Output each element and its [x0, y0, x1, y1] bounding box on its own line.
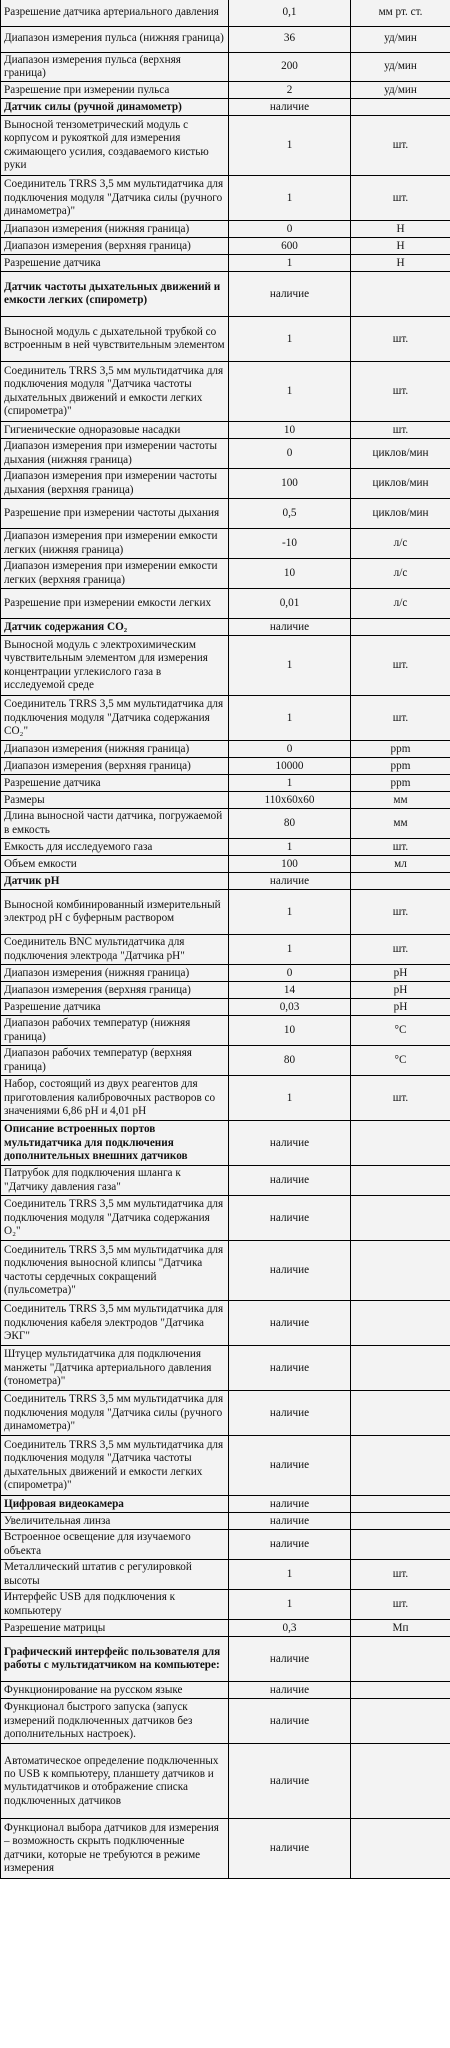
spec-name-cell: Графический интерфейс пользователя для работы с мультидатчиком на компьютере:: [1, 1637, 229, 1682]
spec-name-cell: Разрешение при измерении емкости легких: [1, 589, 229, 619]
spec-unit-cell: pH: [351, 999, 450, 1016]
spec-value-cell: 1: [229, 775, 351, 792]
section-header-row: [1, 99, 450, 116]
spec-unit-cell: л/с: [351, 589, 450, 619]
spec-value-cell: 1: [229, 839, 351, 856]
spec-unit-cell: уд/мин: [351, 26, 450, 52]
spec-name-cell: Размеры: [1, 792, 229, 809]
spec-row: [1, 1166, 450, 1196]
spec-unit-cell: шт.: [351, 890, 450, 935]
spec-row: [1, 809, 450, 839]
spec-row: [1, 1301, 450, 1346]
spec-name-cell: Выносной модуль с электрохимическим чувствительным элементом для измерения концентрации углекислого газа в исследуемой среде: [1, 636, 229, 696]
spec-name-cell: Выносной тензометрический модуль с корпусом и рукояткой для измерения сжимающего усилия, создаваемого кистью руки: [1, 116, 229, 176]
spec-unit-cell: [351, 1241, 450, 1301]
spec-name-cell: Диапазон измерения (верхняя граница): [1, 238, 229, 255]
spec-row: [1, 1744, 450, 1819]
spec-row: [1, 422, 450, 439]
spec-unit-cell: [351, 1496, 450, 1513]
spec-unit-cell: уд/мин: [351, 52, 450, 82]
spec-name-cell: Соединитель TRRS 3,5 мм мультидатчика для подключения кабеля электродов "Датчика ЭКГ": [1, 1301, 229, 1346]
spec-row: [1, 1530, 450, 1560]
spec-value-cell: наличие: [229, 1682, 351, 1699]
spec-name-cell: Разрешение матрицы: [1, 1620, 229, 1637]
spec-name-cell: Гигиенические одноразовые насадки: [1, 422, 229, 439]
spec-name-cell: Диапазон измерения (верхняя граница): [1, 758, 229, 775]
spec-unit-cell: л/с: [351, 559, 450, 589]
spec-row: [1, 775, 450, 792]
spec-unit-cell: шт.: [351, 317, 450, 362]
spec-value-cell: наличие: [229, 99, 351, 116]
spec-name-cell: Разрешение датчика: [1, 775, 229, 792]
spec-unit-cell: циклов/мин: [351, 469, 450, 499]
spec-row: [1, 0, 450, 26]
spec-value-cell: 1: [229, 696, 351, 741]
spec-name-cell: Датчик pH: [1, 873, 229, 890]
spec-unit-cell: шт.: [351, 839, 450, 856]
spec-value-cell: наличие: [229, 619, 351, 636]
spec-value-cell: наличие: [229, 1637, 351, 1682]
spec-value-cell: наличие: [229, 1744, 351, 1819]
spec-row: [1, 1076, 450, 1121]
spec-value-cell: 1: [229, 116, 351, 176]
spec-value-cell: 100: [229, 856, 351, 873]
spec-row: [1, 255, 450, 272]
spec-name-cell: Диапазон рабочих температур (нижняя граница): [1, 1016, 229, 1046]
spec-unit-cell: [351, 1166, 450, 1196]
spec-value-cell: 1: [229, 1076, 351, 1121]
spec-unit-cell: [351, 1391, 450, 1436]
spec-value-cell: 1: [229, 317, 351, 362]
spec-unit-cell: шт.: [351, 362, 450, 422]
spec-name-cell: Соединитель TRRS 3,5 мм мультидатчика для подключения модуля "Датчика частоты дыхательных движений и емкости легких (спирометра)": [1, 362, 229, 422]
spec-name-cell: Функционал выбора датчиков для измерения – возможность скрыть подключенные датчики, которые не требуются в режиме измерения: [1, 1819, 229, 1879]
specs-table-body: [1, 0, 450, 1879]
spec-name-cell: Емкость для исследуемого газа: [1, 839, 229, 856]
spec-row: [1, 1590, 450, 1620]
spec-unit-cell: ppm: [351, 741, 450, 758]
spec-row: [1, 1046, 450, 1076]
spec-value-cell: 0,03: [229, 999, 351, 1016]
spec-row: [1, 741, 450, 758]
spec-value-cell: 10000: [229, 758, 351, 775]
spec-unit-cell: [351, 873, 450, 890]
spec-name-cell: Выносной модуль с дыхательной трубкой со встроенным в ней чувствительным элементом: [1, 317, 229, 362]
spec-unit-cell: °C: [351, 1046, 450, 1076]
spec-unit-cell: шт.: [351, 176, 450, 221]
spec-row: [1, 499, 450, 529]
spec-row: [1, 221, 450, 238]
spec-value-cell: наличие: [229, 1819, 351, 1879]
section-header-row: [1, 1496, 450, 1513]
spec-row: [1, 839, 450, 856]
spec-name-cell: Увеличительная линза: [1, 1513, 229, 1530]
spec-unit-cell: ppm: [351, 758, 450, 775]
spec-row: [1, 317, 450, 362]
spec-name-cell: Описание встроенных портов мультидатчика для подключения дополнительных внешних датчиков: [1, 1121, 229, 1166]
spec-unit-cell: л/с: [351, 529, 450, 559]
spec-name-cell: Диапазон измерения (нижняя граница): [1, 741, 229, 758]
spec-unit-cell: циклов/мин: [351, 439, 450, 469]
spec-value-cell: 0: [229, 965, 351, 982]
spec-unit-cell: [351, 1436, 450, 1496]
spec-unit-cell: шт.: [351, 636, 450, 696]
spec-name-cell: Разрешение при измерении пульса: [1, 82, 229, 99]
spec-unit-cell: [351, 272, 450, 317]
spec-row: [1, 1346, 450, 1391]
spec-unit-cell: [351, 1637, 450, 1682]
spec-value-cell: 80: [229, 1046, 351, 1076]
spec-value-cell: наличие: [229, 1496, 351, 1513]
spec-name-cell: Функционирование на русском языке: [1, 1682, 229, 1699]
section-header-row: [1, 272, 450, 317]
spec-unit-cell: [351, 1513, 450, 1530]
spec-name-cell: Диапазон измерения при измерении емкости легких (верхняя граница): [1, 559, 229, 589]
section-header-row: [1, 1637, 450, 1682]
spec-value-cell: 80: [229, 809, 351, 839]
spec-row: [1, 636, 450, 696]
spec-unit-cell: шт.: [351, 116, 450, 176]
spec-row: [1, 529, 450, 559]
spec-value-cell: 2: [229, 82, 351, 99]
spec-row: [1, 1196, 450, 1241]
spec-row: [1, 26, 450, 52]
spec-value-cell: наличие: [229, 1699, 351, 1744]
spec-name-cell: Разрешение при измерении частоты дыхания: [1, 499, 229, 529]
spec-name-cell: Набор, состоящий из двух реагентов для приготовления калибровочных растворов со значениями 6,86 pH и 4,01 pH: [1, 1076, 229, 1121]
spec-unit-cell: [351, 99, 450, 116]
spec-value-cell: наличие: [229, 1166, 351, 1196]
spec-name-cell: Диапазон измерения пульса (нижняя граница): [1, 26, 229, 52]
spec-name-cell: Разрешение датчика: [1, 255, 229, 272]
spec-row: [1, 1436, 450, 1496]
spec-name-cell: Металлический штатив с регулировкой высоты: [1, 1560, 229, 1590]
spec-name-cell: Датчик содержания CO₂: [1, 619, 229, 636]
spec-value-cell: наличие: [229, 1530, 351, 1560]
spec-value-cell: 1: [229, 255, 351, 272]
spec-unit-cell: °C: [351, 1016, 450, 1046]
spec-name-cell: Диапазон измерения при измерении частоты дыхания (нижняя граница): [1, 439, 229, 469]
spec-name-cell: Соединитель TRRS 3,5 мм мультидатчика для подключения модуля "Датчика содержания CO₂": [1, 696, 229, 741]
spec-value-cell: 14: [229, 982, 351, 999]
spec-unit-cell: циклов/мин: [351, 499, 450, 529]
spec-unit-cell: мм рт. ст.: [351, 0, 450, 26]
spec-name-cell: Штуцер мультидатчика для подключения манжеты "Датчика артериального давления (тонометра)": [1, 1346, 229, 1391]
spec-row: [1, 1513, 450, 1530]
spec-unit-cell: [351, 1530, 450, 1560]
spec-name-cell: Датчик частоты дыхательных движений и емкости легких (спирометр): [1, 272, 229, 317]
spec-row: [1, 52, 450, 82]
spec-unit-cell: уд/мин: [351, 82, 450, 99]
spec-value-cell: наличие: [229, 1436, 351, 1496]
spec-name-cell: Диапазон рабочих температур (верхняя граница): [1, 1046, 229, 1076]
spec-name-cell: Соединитель BNC мультидатчика для подключения электрода "Датчика pH": [1, 935, 229, 965]
spec-value-cell: 36: [229, 26, 351, 52]
spec-unit-cell: [351, 619, 450, 636]
spec-row: [1, 362, 450, 422]
spec-row: [1, 589, 450, 619]
spec-value-cell: 0: [229, 221, 351, 238]
spec-row: [1, 176, 450, 221]
spec-row: [1, 559, 450, 589]
spec-row: [1, 469, 450, 499]
spec-name-cell: Соединитель TRRS 3,5 мм мультидатчика для подключения модуля "Датчика частоты дыхательных движений и емкости легких (спирометра)": [1, 1436, 229, 1496]
spec-unit-cell: Мп: [351, 1620, 450, 1637]
section-header-row: [1, 1121, 450, 1166]
spec-unit-cell: мм: [351, 809, 450, 839]
spec-name-cell: Соединитель TRRS 3,5 мм мультидатчика для подключения модуля "Датчика силы (ручного динамометра)": [1, 1391, 229, 1436]
spec-unit-cell: [351, 1196, 450, 1241]
spec-value-cell: 10: [229, 559, 351, 589]
spec-name-cell: Диапазон измерения (нижняя граница): [1, 965, 229, 982]
spec-value-cell: наличие: [229, 1241, 351, 1301]
spec-row: [1, 1241, 450, 1301]
spec-unit-cell: pH: [351, 965, 450, 982]
spec-name-cell: Соединитель TRRS 3,5 мм мультидатчика для подключения модуля "Датчика содержания O₂": [1, 1196, 229, 1241]
spec-value-cell: 600: [229, 238, 351, 255]
spec-unit-cell: мм: [351, 792, 450, 809]
spec-row: [1, 238, 450, 255]
spec-row: [1, 1819, 450, 1879]
spec-row: [1, 982, 450, 999]
section-header-row: [1, 873, 450, 890]
spec-name-cell: Функционал быстрого запуска (запуск измерений подключенных датчиков без дополнительных настроек).: [1, 1699, 229, 1744]
spec-name-cell: Соединитель TRRS 3,5 мм мультидатчика для подключения выносной клипсы "Датчика частоты сердечных сокращений (пульсометра)": [1, 1241, 229, 1301]
spec-value-cell: 1: [229, 1560, 351, 1590]
spec-name-cell: Датчик силы (ручной динамометр): [1, 99, 229, 116]
spec-unit-cell: Н: [351, 238, 450, 255]
spec-name-cell: Встроенное освещение для изучаемого объекта: [1, 1530, 229, 1560]
spec-value-cell: 10: [229, 422, 351, 439]
spec-unit-cell: pH: [351, 982, 450, 999]
spec-name-cell: Диапазон измерения (верхняя граница): [1, 982, 229, 999]
spec-row: [1, 856, 450, 873]
spec-row: [1, 696, 450, 741]
spec-value-cell: наличие: [229, 272, 351, 317]
spec-row: [1, 1016, 450, 1046]
spec-unit-cell: шт.: [351, 1590, 450, 1620]
spec-row: [1, 439, 450, 469]
spec-unit-cell: [351, 1819, 450, 1879]
spec-name-cell: Объем емкости: [1, 856, 229, 873]
spec-value-cell: 0: [229, 439, 351, 469]
spec-value-cell: 1: [229, 890, 351, 935]
spec-unit-cell: мл: [351, 856, 450, 873]
spec-value-cell: 0,01: [229, 589, 351, 619]
spec-unit-cell: шт.: [351, 935, 450, 965]
spec-value-cell: 0,1: [229, 0, 351, 26]
spec-unit-cell: [351, 1346, 450, 1391]
spec-unit-cell: шт.: [351, 1076, 450, 1121]
spec-row: [1, 890, 450, 935]
spec-unit-cell: [351, 1744, 450, 1819]
spec-value-cell: 100: [229, 469, 351, 499]
spec-unit-cell: ppm: [351, 775, 450, 792]
spec-value-cell: -10: [229, 529, 351, 559]
spec-row: [1, 1682, 450, 1699]
spec-unit-cell: шт.: [351, 696, 450, 741]
spec-unit-cell: Н: [351, 221, 450, 238]
spec-name-cell: Соединитель TRRS 3,5 мм мультидатчика для подключения модуля "Датчика силы (ручного динамометра)": [1, 176, 229, 221]
section-header-row: [1, 619, 450, 636]
spec-value-cell: наличие: [229, 1196, 351, 1241]
spec-row: [1, 1699, 450, 1744]
spec-unit-cell: [351, 1699, 450, 1744]
spec-row: [1, 935, 450, 965]
spec-value-cell: 1: [229, 176, 351, 221]
spec-name-cell: Диапазон измерения пульса (верхняя граница): [1, 52, 229, 82]
spec-value-cell: 0: [229, 741, 351, 758]
spec-name-cell: Выносной комбинированный измерительный электрод pH с буферным раствором: [1, 890, 229, 935]
spec-name-cell: Цифровая видеокамера: [1, 1496, 229, 1513]
spec-value-cell: 1: [229, 362, 351, 422]
spec-row: [1, 82, 450, 99]
spec-unit-cell: шт.: [351, 422, 450, 439]
spec-name-cell: Автоматическое определение подключенных по USB к компьютеру, планшету датчиков и мультидатчиков и отображение списка подключенных датчиков: [1, 1744, 229, 1819]
spec-unit-cell: [351, 1301, 450, 1346]
spec-row: [1, 758, 450, 775]
spec-row: [1, 965, 450, 982]
spec-row: [1, 1391, 450, 1436]
spec-value-cell: наличие: [229, 1513, 351, 1530]
spec-value-cell: наличие: [229, 1391, 351, 1436]
spec-value-cell: 200: [229, 52, 351, 82]
spec-value-cell: 1: [229, 935, 351, 965]
spec-name-cell: Патрубок для подключения шланга к "Датчику давления газа": [1, 1166, 229, 1196]
spec-value-cell: наличие: [229, 1121, 351, 1166]
spec-value-cell: 110х60х60: [229, 792, 351, 809]
spec-value-cell: 10: [229, 1016, 351, 1046]
spec-value-cell: 1: [229, 636, 351, 696]
spec-value-cell: наличие: [229, 873, 351, 890]
spec-name-cell: Интерфейс USB для подключения к компьютеру: [1, 1590, 229, 1620]
spec-name-cell: Диапазон измерения при измерении емкости легких (нижняя граница): [1, 529, 229, 559]
spec-value-cell: наличие: [229, 1346, 351, 1391]
spec-row: [1, 116, 450, 176]
spec-value-cell: 1: [229, 1590, 351, 1620]
spec-name-cell: Длина выносной части датчика, погружаемой в емкость: [1, 809, 229, 839]
spec-unit-cell: [351, 1121, 450, 1166]
spec-value-cell: 0,3: [229, 1620, 351, 1637]
spec-name-cell: Диапазон измерения при измерении частоты дыхания (верхняя граница): [1, 469, 229, 499]
spec-name-cell: Диапазон измерения (нижняя граница): [1, 221, 229, 238]
spec-row: [1, 999, 450, 1016]
spec-row: [1, 1560, 450, 1590]
spec-unit-cell: [351, 1682, 450, 1699]
spec-name-cell: Разрешение датчика артериального давления: [1, 0, 229, 26]
spec-row: [1, 1620, 450, 1637]
spec-value-cell: наличие: [229, 1301, 351, 1346]
spec-unit-cell: Н: [351, 255, 450, 272]
spec-unit-cell: шт.: [351, 1560, 450, 1590]
spec-row: [1, 792, 450, 809]
spec-name-cell: Разрешение датчика: [1, 999, 229, 1016]
spec-value-cell: 0,5: [229, 499, 351, 529]
